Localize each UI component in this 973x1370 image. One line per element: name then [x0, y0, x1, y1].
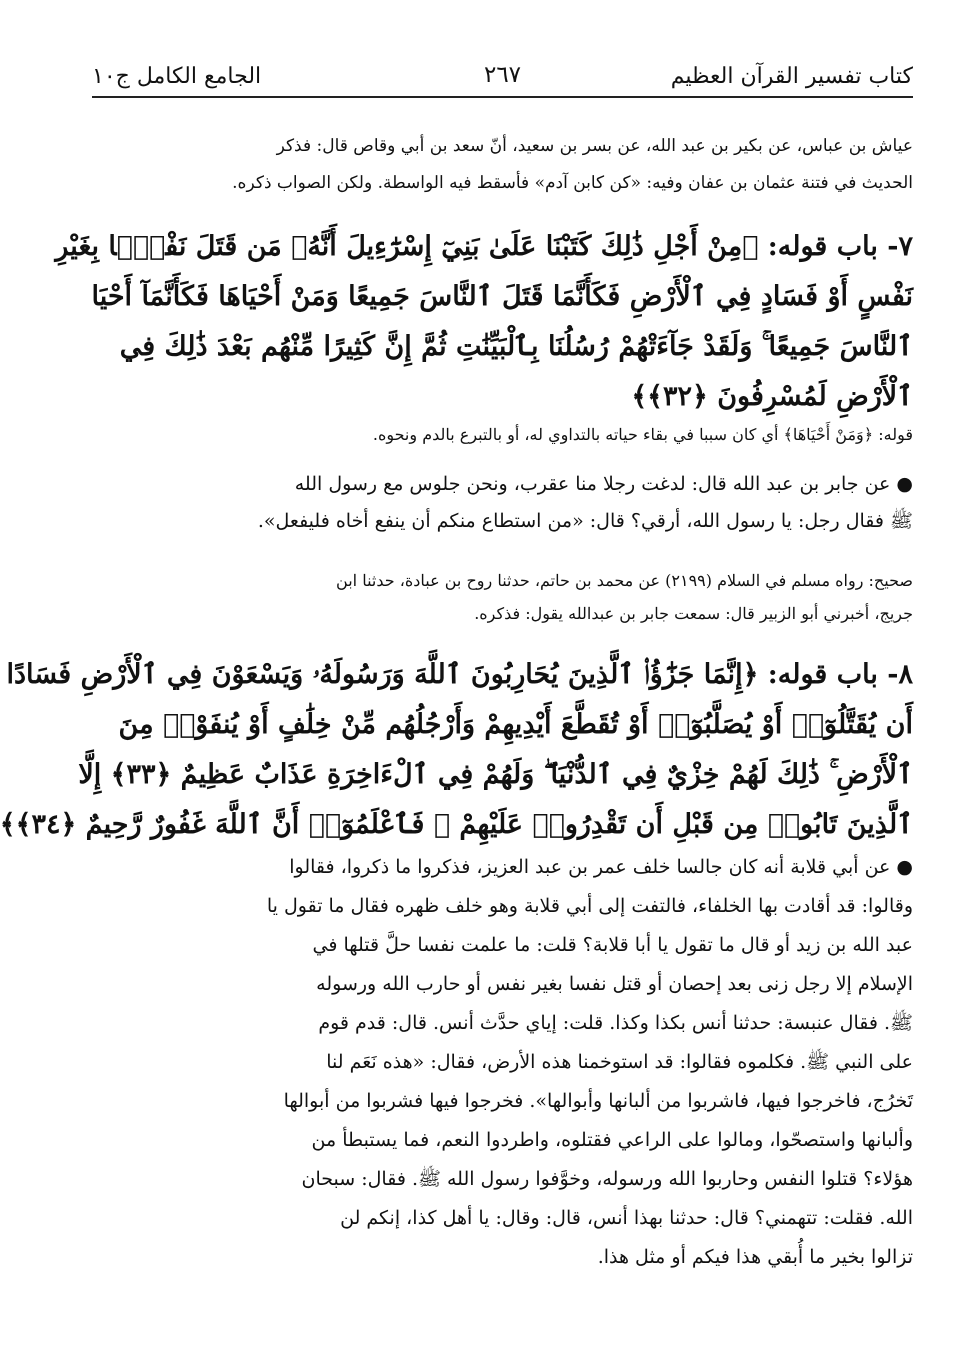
hadith-line: تَخرُج، فاخرجوا فيها، فاشربوا من ألبانها وأبوالها». فخرجوا فيها فشربوا من أبوالها: [283, 1090, 913, 1112]
hadith-line: الله. فقلت: تتهمني؟ قال: حدثنا بهذا أنس، قال: وقال: يا أهل كذا، إنكم لن: [340, 1207, 913, 1229]
hadith-line: ● عن أبي قلابة أنه كان جالسا خلف عمر بن عبد العزيز، فذكروا ما ذكروا، فقالوا: [289, 856, 913, 878]
hadith-line: وألبانها واستصحّوا، ومالوا على الراعي فقتلوه، واطردوا النعم، فما يستبطأ من: [311, 1129, 913, 1151]
section-7-source: [92, 564, 913, 630]
source-line: جريج، أخبرني أبو الزبير قال: سمعت جابر بن عبدالله يقول: فذكره.: [474, 604, 913, 623]
hadith-line: وقالوا: قد أقادت بها الخلفاء، فالتفت إلى أبي قلابة وهو خلف ظهره فقال ما تقول يا: [266, 895, 913, 917]
hadith-line: ﷺ فقال رجل: يا رسول الله، أرقي؟ قال: «من استطاع منكم أن ينفع أخاه فليفعل».: [257, 510, 913, 532]
section-7-hadith: [92, 466, 913, 540]
volume-label: الجامع الكامل ج١٠: [92, 64, 262, 89]
verse-line: ٱلْأَرْضِ ۚ ذَٰلِكَ لَهُمْ خِزْيٌ فِي ٱلدُّنْيَا ۖ وَلَهُمْ فِي ٱلْءَاخِرَةِ عَذَابٌ عَظِيمٌ ﴿٣٣﴾ إِلَّا: [78, 759, 913, 790]
page-number: ٢٦٧: [483, 62, 522, 88]
hadith-line: ﷺ. فقال عنبسة: حدثنا أنس بكذا وكذا. قلت: إياي حدَّث أنس. قال: قدم قوم: [318, 1012, 913, 1034]
page-header: [92, 60, 913, 98]
verse-line: ٱلنَّاسَ جَمِيعًا ۚ وَلَقَدْ جَآءَتْهُمْ رُسُلُنَا بِٱلْبَيِّنَٰتِ ثُمَّ إِنَّ كَثِيرًا مِّنْهُم بَعْدَ ذَٰلِكَ فِي: [119, 331, 913, 362]
book-title: كتاب تفسير القرآن العظيم: [670, 64, 913, 89]
hadith-line: الإسلام إلا رجل زنى بعد إحصان أو قتل نفسا بغير نفس أو حارب الله ورسوله: [316, 973, 913, 995]
hadith-line: هؤلاء؟ قتلوا النفس وحاربوا الله ورسوله، وخوَّفوا رسول الله ﷺ. فقال: سبحان: [301, 1168, 913, 1190]
section-7-note: [92, 418, 913, 451]
text-line: عياش بن عباس، عن بكير بن عبد الله، عن بسر بن سعيد، أنّ سعد بن أبي وقاص قال: فذكر: [276, 136, 913, 156]
verse-line: أَن يُقَتَّلُوٓا۟ أَوْ يُصَلَّبُوٓا۟ أَوْ تُقَطَّعَ أَيْدِيهِمْ وَأَرْجُلُهُم مِّنْ خِلَٰفٍ أَوْ يُنفَوْا۟ مِنَ: [118, 709, 913, 740]
section-8-hadith: [92, 848, 913, 1277]
text-line: الحديث في فتنة عثمان بن عفان وفيه: «كن كابن آدم» فأسقط فيه الواسطة. ولكن الصواب ذكره.: [232, 173, 913, 193]
hadith-line: على النبي ﷺ. فكلموه فقالوا: قد استوخمنا هذه الأرض، فقال: «هذه نَعَم لنا: [326, 1051, 913, 1073]
intro-paragraph: [92, 128, 913, 202]
hadith-line: عبد الله بن زيد أو قال ما تقول يا أبا قلابة؟ قلت: ما علمت نفسا حلَّ قتلها في: [312, 934, 913, 956]
section-8-heading: [0, 650, 913, 850]
verse-line: ٨- باب قوله: ﴿إِنَّمَا جَزَٰٓؤُا۟ ٱلَّذِينَ يُحَارِبُونَ ٱللَّهَ وَرَسُولَهُۥ وَيَسْعَوْنَ فِي ٱلْأَرْضِ فَسَادًا: [6, 659, 913, 690]
verse-line: ٧- باب قوله: ﴿مِنْ أَجْلِ ذَٰلِكَ كَتَبْنَا عَلَىٰ بَنِيٓ إِسْرَٰٓءِيلَ أَنَّهُۥ مَن قَتَلَ نَفْسًۢا بِغَيْرِ: [55, 231, 913, 262]
verse-line: ٱلَّذِينَ تَابُوا۟ مِن قَبْلِ أَن تَقْدِرُوا۟ عَلَيْهِمْ ۖ فَٱعْلَمُوٓا۟ أَنَّ ٱللَّهَ غَفُورٌ رَّحِيمٌ ﴿٣٤﴾﴾: [0, 809, 913, 840]
note-line: قوله: ﴿وَمَنْ أَحْيَاهَا﴾ أي كان سببا في بقاء حياته بالتداوي له، أو بالتبرع بالدم ونحوه.: [372, 425, 913, 444]
verse-line: نَفْسٍ أَوْ فَسَادٍ فِي ٱلْأَرْضِ فَكَأَنَّمَا قَتَلَ ٱلنَّاسَ جَمِيعًا وَمَنْ أَحْيَاهَا فَكَأَنَّمَآ أَحْيَا: [91, 281, 913, 312]
source-line: صحيح: رواه مسلم في السلام (٢١٩٩) عن محمد بن حاتم، حدثنا روح بن عبادة، حدثنا ابن: [336, 571, 913, 590]
hadith-line: تزالوا بخير ما أُبقي هذا فيكم أو مثل هذا.: [597, 1246, 913, 1268]
verse-line: ٱلْأَرْضِ لَمُسْرِفُونَ ﴿٣٢﴾﴾: [631, 381, 913, 412]
hadith-line: ● عن جابر بن عبد الله قال: لدغت رجلا منا عقرب، ونحن جلوس مع رسول الله: [294, 473, 913, 495]
section-7-heading: [55, 222, 913, 422]
